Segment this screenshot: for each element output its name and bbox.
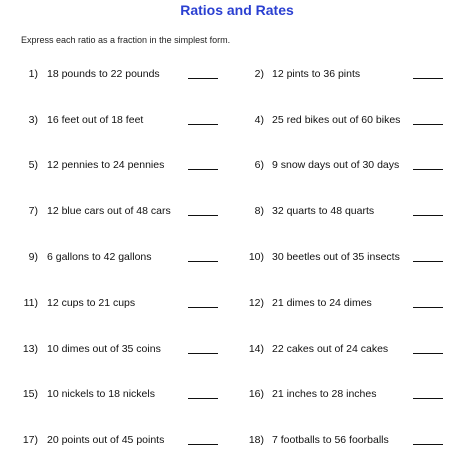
instructions: Express each ratio as a fraction in the simplest form. bbox=[21, 35, 231, 45]
answer-blank[interactable] bbox=[188, 261, 218, 262]
problem-number: 6) bbox=[254, 159, 264, 171]
answer-blank[interactable] bbox=[413, 78, 443, 79]
problem-number: 16) bbox=[248, 388, 264, 400]
problem-text: 12 blue cars out of 48 cars bbox=[47, 205, 171, 217]
problem-number: 8) bbox=[254, 205, 264, 217]
answer-blank[interactable] bbox=[413, 169, 443, 170]
problem-text: 18 pounds to 22 pounds bbox=[47, 68, 160, 80]
problem-text: 30 beetles out of 35 insects bbox=[272, 251, 400, 263]
problem-text: 12 pints to 36 pints bbox=[272, 68, 361, 80]
problem-text: 12 pennies to 24 pennies bbox=[47, 159, 165, 171]
problem-number: 18) bbox=[248, 434, 264, 446]
answer-blank[interactable] bbox=[188, 307, 218, 308]
problem-number: 7) bbox=[28, 205, 38, 217]
answer-blank[interactable] bbox=[188, 353, 218, 354]
problem-text: 6 gallons to 42 gallons bbox=[47, 251, 152, 263]
problem-number: 1) bbox=[28, 68, 38, 80]
problem-text: 22 cakes out of 24 cakes bbox=[272, 343, 389, 355]
answer-blank[interactable] bbox=[413, 353, 443, 354]
answer-blank[interactable] bbox=[413, 261, 443, 262]
answer-blank[interactable] bbox=[188, 124, 218, 125]
answer-blank[interactable] bbox=[413, 398, 443, 399]
answer-blank[interactable] bbox=[413, 124, 443, 125]
problem-number: 4) bbox=[254, 114, 264, 126]
answer-blank[interactable] bbox=[188, 444, 218, 445]
problem-number: 3) bbox=[28, 114, 38, 126]
problem-number: 2) bbox=[254, 68, 264, 80]
problem-text: 16 feet out of 18 feet bbox=[47, 114, 144, 126]
answer-blank[interactable] bbox=[188, 78, 218, 79]
answer-blank[interactable] bbox=[413, 215, 443, 216]
problem-text: 32 quarts to 48 quarts bbox=[272, 205, 375, 217]
problem-text: 21 dimes to 24 dimes bbox=[272, 297, 372, 309]
problem-number: 14) bbox=[248, 343, 264, 355]
answer-blank[interactable] bbox=[188, 398, 218, 399]
answer-blank[interactable] bbox=[413, 444, 443, 445]
problem-number: 5) bbox=[28, 159, 38, 171]
problem-text: 10 nickels to 18 nickels bbox=[47, 388, 155, 400]
answer-blank[interactable] bbox=[188, 215, 218, 216]
answer-blank[interactable] bbox=[413, 307, 443, 308]
worksheet-title: Ratios and Rates bbox=[180, 2, 294, 18]
problem-text: 20 points out of 45 points bbox=[47, 434, 165, 446]
problem-number: 12) bbox=[248, 297, 264, 309]
problem-text: 9 snow days out of 30 days bbox=[272, 159, 400, 171]
problem-number: 11) bbox=[23, 297, 38, 309]
problem-number: 15) bbox=[22, 388, 38, 400]
problem-text: 10 dimes out of 35 coins bbox=[47, 343, 161, 355]
problem-text: 25 red bikes out of 60 bikes bbox=[272, 114, 401, 126]
problem-number: 10) bbox=[248, 251, 264, 263]
problem-number: 13) bbox=[22, 343, 38, 355]
problem-text: 7 footballs to 56 foorballs bbox=[272, 434, 389, 446]
problem-number: 9) bbox=[28, 251, 38, 263]
problem-text: 12 cups to 21 cups bbox=[47, 297, 136, 309]
problem-number: 17) bbox=[22, 434, 38, 446]
answer-blank[interactable] bbox=[188, 169, 218, 170]
problem-text: 21 inches to 28 inches bbox=[272, 388, 377, 400]
